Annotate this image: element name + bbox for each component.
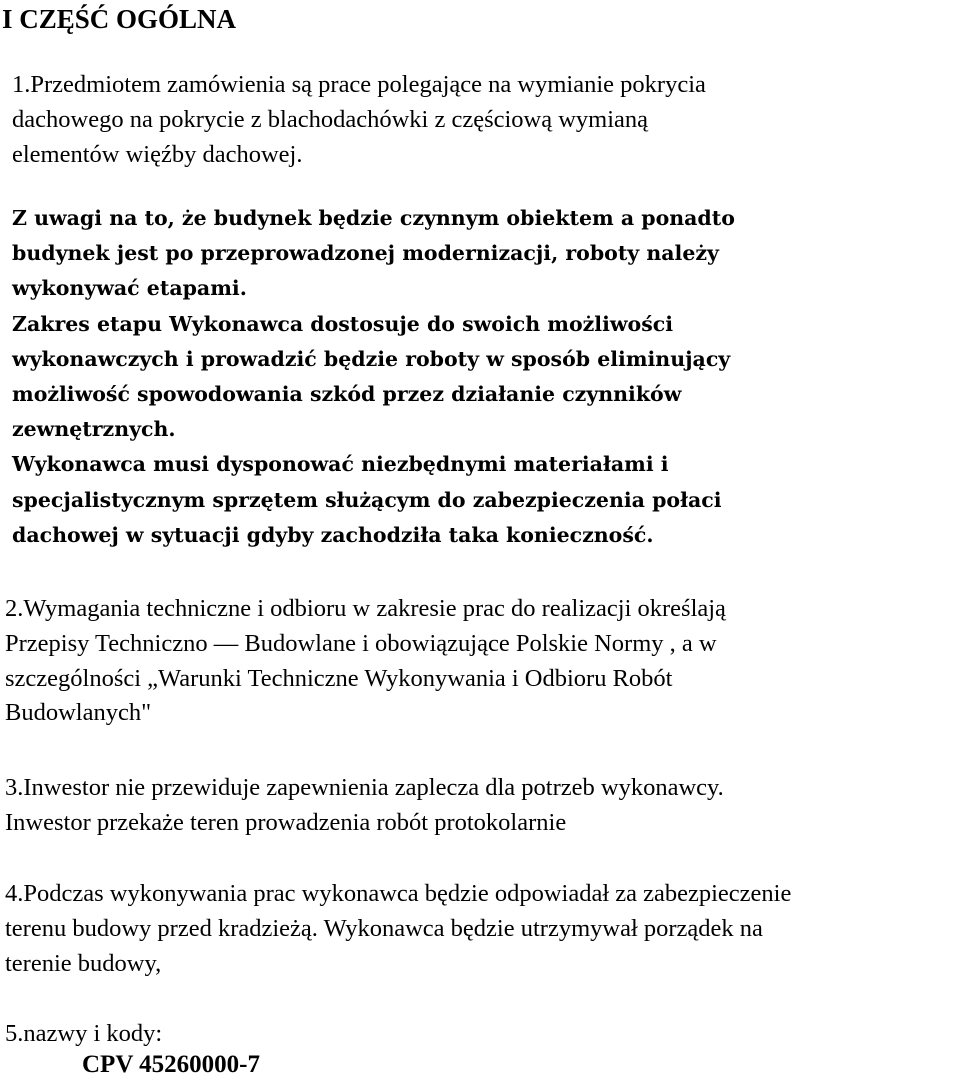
notice-line: dachowej w sytuacji gdyby zachodziła taka konieczność.: [12, 522, 654, 547]
notice-line: Zakres etapu Wykonawca dostosuje do swoich możliwości: [12, 311, 674, 336]
section-1-line: dachowego na pokrycie z blachodachówki z częściową wymianą: [12, 105, 649, 133]
section-2-line: 2.Wymagania techniczne i odbioru w zakresie prac do realizacji określają: [5, 595, 726, 622]
section-5-label: 5.nazwy i kody:: [5, 1020, 163, 1047]
cpv-code: CPV 45260000-7: [82, 1051, 261, 1078]
section-4-line: 4.Podczas wykonywania prac wykonawca będzie odpowiadał za zabezpieczenie: [5, 880, 792, 907]
section-4-line: terenie budowy,: [5, 949, 162, 977]
section-3-line: Inwestor przekaże teren prowadzenia robót protokolarnie: [5, 808, 567, 836]
notice-line: specjalistycznym sprzętem służącym do zabezpieczenia połaci: [12, 487, 722, 512]
section-3-line: 3.Inwestor nie przewiduje zapewnienia zaplecza dla potrzeb wykonawcy.: [5, 774, 724, 801]
section-3-paragraph: [5, 771, 724, 841]
section-1-paragraph: [12, 68, 706, 172]
section-2-paragraph: [5, 592, 726, 731]
stages-notice-paragraph: [12, 201, 735, 553]
section-1-line: elementów więźby dachowej.: [12, 140, 303, 168]
notice-line: Z uwagi na to, że budynek będzie czynnym obiektem a ponadto: [12, 206, 735, 230]
section-4-line: terenu budowy przed kradzieżą. Wykonawca będzie utrzymywał porządek na: [5, 914, 763, 942]
section-2-line: Przepisy Techniczno — Budowlane i obowiązujące Polskie Normy , a w: [5, 629, 717, 657]
notice-line: Wykonawca musi dysponować niezbędnymi materiałami i: [12, 452, 669, 477]
notice-line: zewnętrznych.: [12, 417, 176, 442]
section-2-line: szczególności „Warunki Techniczne Wykonywania i Odbioru Robót: [5, 664, 673, 692]
section-1-line: 1.Przedmiotem zamówienia są prace polegające na wymianie pokrycia: [12, 71, 706, 98]
section-4-paragraph: [5, 877, 791, 981]
section-2-line: Budowlanych": [5, 699, 152, 727]
notice-line: budynek jest po przeprowadzonej modernizacji, roboty należy: [12, 241, 719, 266]
document-heading: I CZĘŚĆ OGÓLNA: [2, 4, 237, 34]
notice-line: wykonywać etapami.: [12, 276, 247, 301]
notice-line: możliwość spowodowania szkód przez działanie czynników: [12, 382, 682, 407]
notice-line: wykonawczych i prowadzić będzie roboty w sposób eliminujący: [12, 346, 731, 371]
